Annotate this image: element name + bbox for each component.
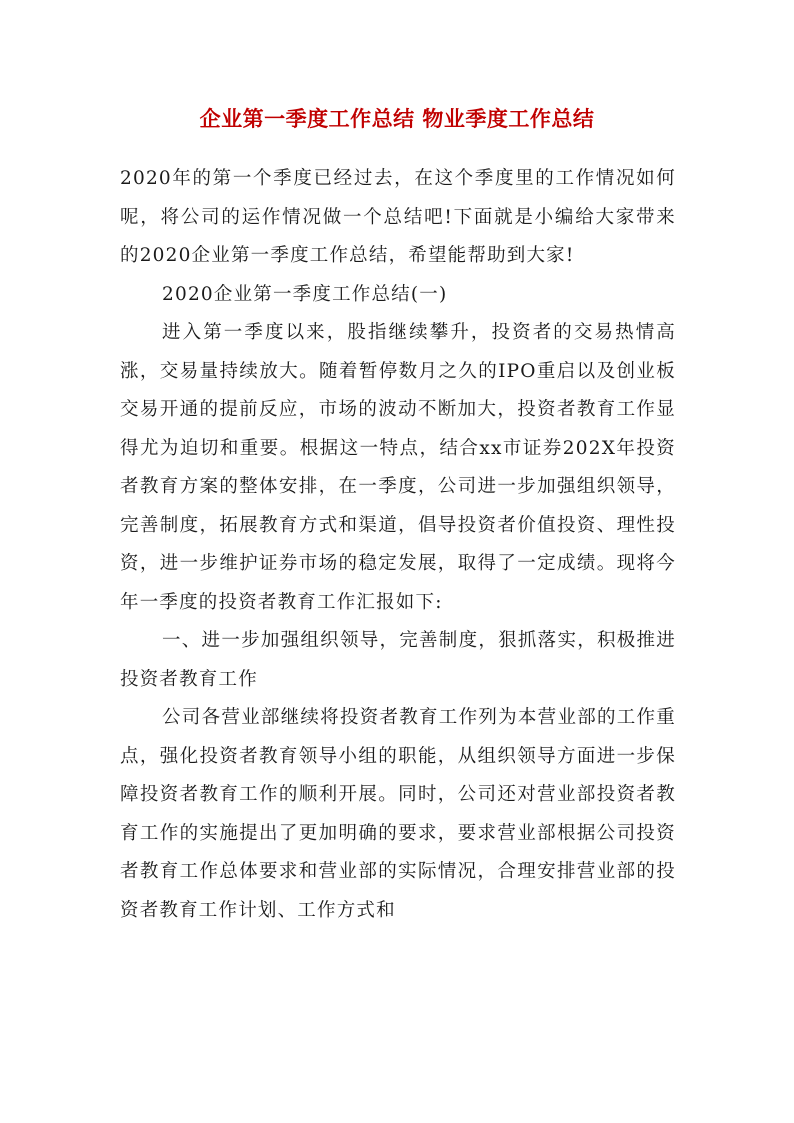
document-body [120, 160, 676, 930]
body-paragraph: 进入第一季度以来，股指继续攀升，投资者的交易热情高涨，交易量持续放大。随着暂停数月之久的IPO重启以及创业板交易开通的提前反应，市场的波动不断加大，投资者教育工作显得尤为迫切和重要。根据这一特点，结合xx市证券202X年投资者教育方案的整体安排，在一季度，公司进一步加强组织领导，完善制度，拓展教育方式和渠道，倡导投资者价值投资、理性投资，进一步维护证券市场的稳定发展，取得了一定成绩。现将今年一季度的投资者教育工作汇报如下: [120, 322, 676, 613]
document-title: 企业第一季度工作总结 物业季度工作总结 [199, 106, 595, 131]
body-paragraph: 公司各营业部继续将投资者教育工作列为本营业部的工作重点，强化投资者教育领导小组的职能，从组织领导方面进一步保障投资者教育工作的顺利开展。同时，公司还对营业部投资者教育工作的实施提出了更加明确的要求，要求营业部根据公司投资者教育工作总体要求和营业部的实际情况，合理安排营业部的投资者教育工作计划、工作方式和 [120, 707, 676, 921]
subsection-heading: 一、进一步加强组织领导，完善制度，狠抓落实，积极推进投资者教育工作 [120, 630, 676, 690]
intro-paragraph: 2020年的第一个季度已经过去，在这个季度里的工作情况如何呢，将公司的运作情况做一个总结吧!下面就是小编给大家带来的2020企业第一季度工作总结，希望能帮助到大家! [120, 168, 676, 266]
section-heading: 2020企业第一季度工作总结(一) [162, 283, 448, 305]
